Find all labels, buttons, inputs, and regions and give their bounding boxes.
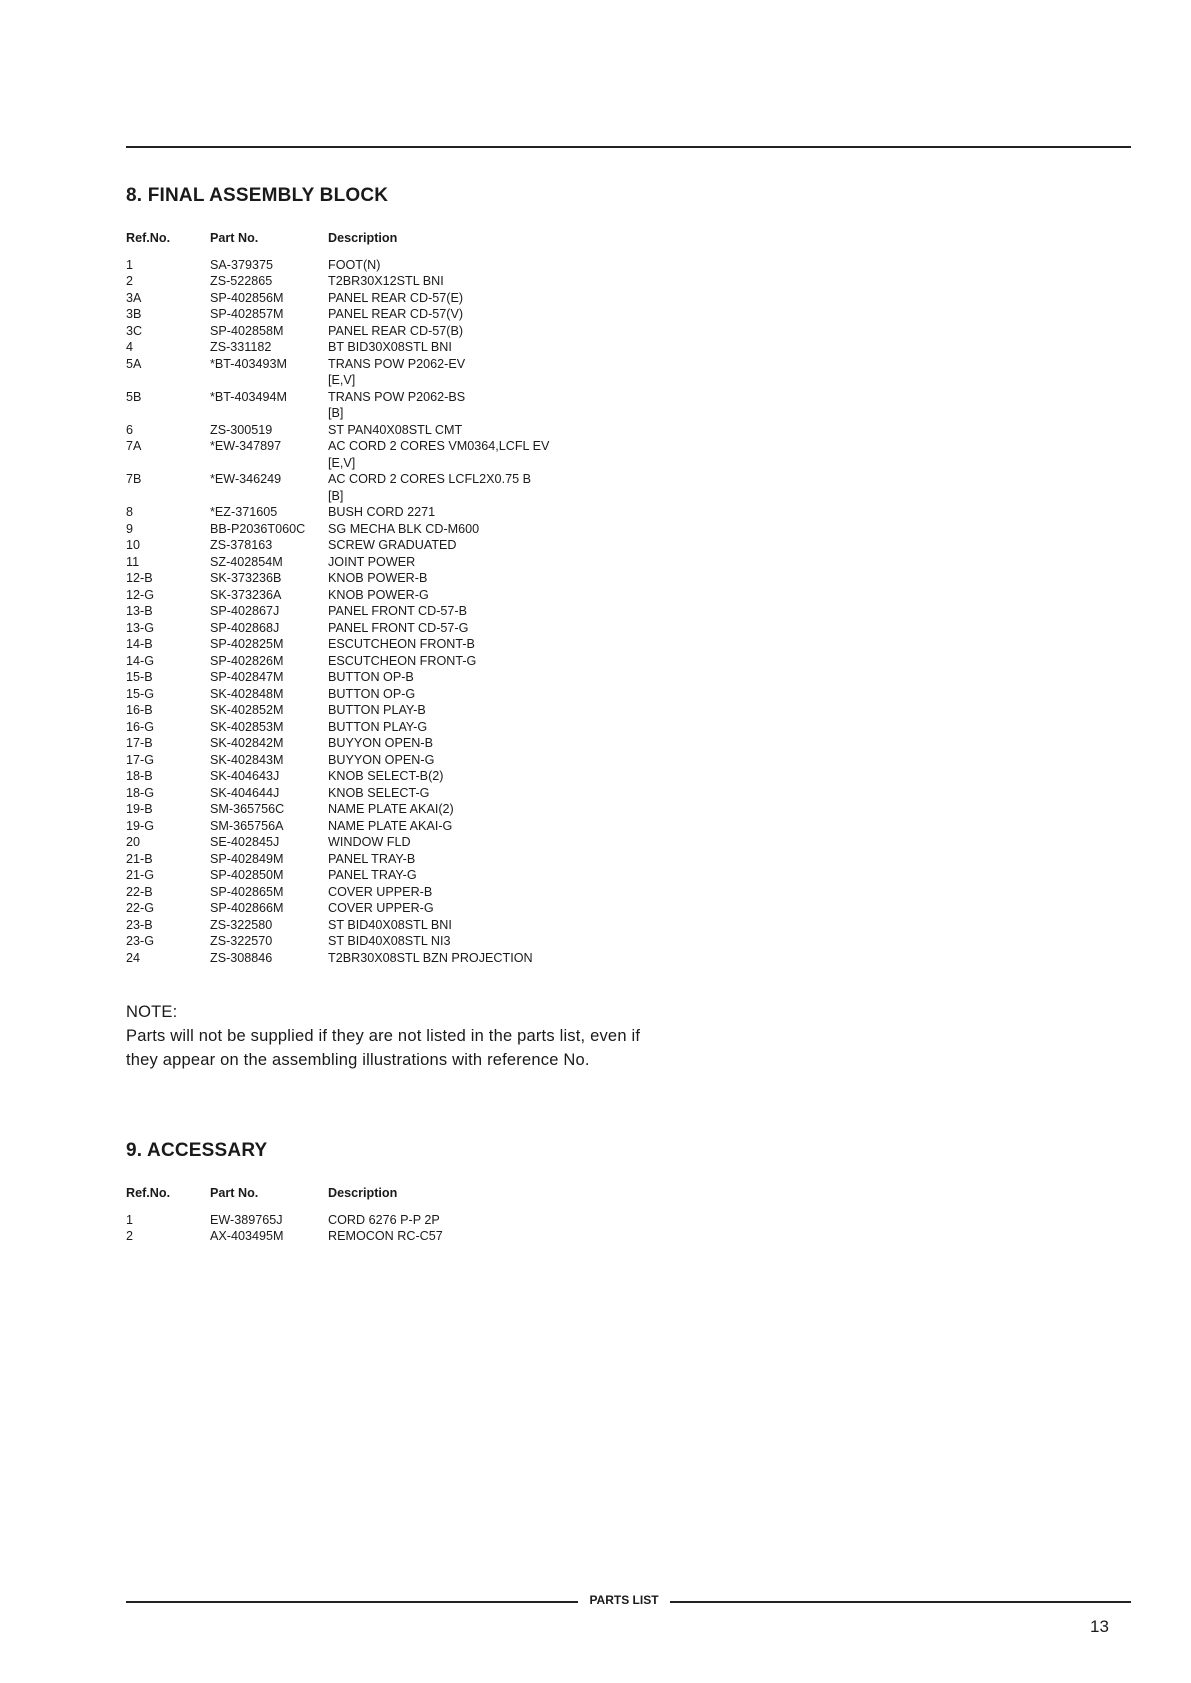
cell-part-no: AX-403495M [210, 1229, 284, 1243]
table-row [126, 405, 628, 422]
cell-ref-no: 20 [126, 835, 141, 849]
cell-ref-no: 14-B [126, 637, 153, 651]
cell-part-no [210, 455, 328, 472]
cell-description: PANEL REAR CD-57(V) [328, 307, 464, 321]
section-title-accessary: 9. ACCESSARY [126, 1140, 268, 1161]
cell-ref-no: 16-B [126, 703, 153, 717]
cell-description: BUYYON OPEN-G [328, 752, 435, 767]
cell-part-no: *EW-347897 [210, 439, 282, 453]
cell-ref-no: 3A [126, 290, 142, 305]
table-row [126, 785, 628, 802]
cell-description: PANEL TRAY-B [328, 851, 416, 866]
cell-ref-no: 4 [126, 340, 134, 354]
header-description: Description [328, 1186, 398, 1200]
note-title: NOTE: [126, 1003, 178, 1021]
cell-part-no: SK-404644J [210, 785, 280, 800]
cell-part-no [210, 372, 328, 389]
table-row [126, 537, 628, 554]
table-row [126, 273, 628, 290]
table-row [126, 257, 628, 274]
table-row [126, 323, 628, 340]
cell-part-no: SK-373236B [210, 571, 282, 585]
cell-description: BUSH CORD 2271 [328, 505, 436, 519]
cell-description: JOINT POWER [328, 554, 416, 569]
note-block [126, 1000, 646, 1072]
table-row [126, 851, 628, 868]
header-part-no: Part No. [210, 1186, 259, 1200]
cell-part-no: SP-402858M [210, 323, 284, 338]
cell-ref-no: 7B [126, 472, 142, 486]
cell-description: BUTTON PLAY-B [328, 703, 426, 717]
accessary-table [126, 1185, 628, 1245]
table-row [126, 356, 628, 373]
table-row [126, 768, 628, 785]
cell-part-no: SP-402849M [210, 851, 284, 866]
cell-ref-no: 12-G [126, 587, 154, 602]
cell-part-no: SP-402865M [210, 884, 284, 899]
cell-ref-no: 10 [126, 538, 141, 552]
cell-ref-no: 15-B [126, 670, 153, 684]
cell-part-no: SK-373236A [210, 587, 282, 602]
cell-ref-no: 2 [126, 1229, 134, 1243]
top-rule [126, 146, 1131, 148]
cell-part-no [210, 405, 328, 422]
cell-ref-no: 5A [126, 356, 142, 371]
cell-part-no: SK-402853M [210, 719, 284, 734]
table-row [126, 834, 628, 851]
cell-ref-no: 21-G [126, 868, 154, 882]
table-row [126, 570, 628, 587]
cell-ref-no: 21-B [126, 851, 153, 866]
cell-description: BUTTON OP-G [328, 686, 416, 701]
cell-description: PANEL FRONT CD-57-B [328, 604, 468, 618]
cell-part-no: SZ-402854M [210, 554, 283, 569]
cell-ref-no: 11 [126, 554, 140, 569]
table-row [126, 521, 628, 538]
table-row [126, 339, 628, 356]
cell-description: KNOB POWER-B [328, 571, 428, 585]
table-row [126, 735, 628, 752]
table-row [126, 306, 628, 323]
cell-ref-no: 15-G [126, 686, 154, 701]
table-row [126, 933, 628, 950]
table-row [126, 438, 628, 455]
table-header-row [126, 230, 628, 257]
cell-description: COVER UPPER-B [328, 884, 433, 899]
cell-description: BUYYON OPEN-B [328, 736, 433, 750]
cell-part-no [210, 488, 328, 505]
table-row [126, 900, 628, 917]
cell-part-no: SK-402843M [210, 752, 284, 767]
cell-ref-no: 22-B [126, 884, 153, 899]
cell-part-no: SP-402867J [210, 604, 280, 618]
footer-rule-left [126, 1601, 578, 1603]
cell-part-no: ZS-308846 [210, 950, 273, 965]
table-row [126, 950, 628, 967]
table-row [126, 686, 628, 703]
section-title-final-assembly: 8. FINAL ASSEMBLY BLOCK [126, 185, 389, 206]
table-row [126, 818, 628, 835]
cell-ref-no: 8 [126, 505, 134, 519]
table-row [126, 1212, 628, 1229]
cell-description: ESCUTCHEON FRONT-B [328, 637, 475, 651]
cell-description: KNOB POWER-G [328, 587, 429, 602]
table-row [126, 372, 628, 389]
cell-description: TRANS POW P2062-BS [328, 389, 466, 404]
cell-description: PANEL REAR CD-57(E) [328, 290, 464, 305]
cell-description: BUTTON PLAY-G [328, 719, 428, 734]
cell-part-no: *EZ-371605 [210, 505, 278, 519]
cell-description: AC CORD 2 CORES VM0364,LCFL EV [328, 439, 550, 453]
cell-ref-no: 13-B [126, 604, 153, 618]
cell-description: REMOCON RC-C57 [328, 1229, 443, 1243]
table-header-row [126, 1185, 628, 1212]
footer-label: PARTS LIST [589, 1593, 659, 1607]
cell-part-no: SA-379375 [210, 257, 274, 272]
cell-part-no: SP-402868J [210, 620, 280, 635]
header-description: Description [328, 231, 398, 245]
cell-description: [B] [328, 406, 344, 420]
cell-description: COVER UPPER-G [328, 901, 434, 915]
table-row [126, 867, 628, 884]
cell-ref-no: 18-B [126, 769, 153, 783]
cell-part-no: SM-365756A [210, 818, 284, 833]
cell-description: NAME PLATE AKAI-G [328, 818, 453, 833]
cell-ref-no: 3B [126, 307, 142, 321]
cell-description: BT BID30X08STL BNI [328, 340, 452, 354]
cell-ref-no: 1 [126, 257, 134, 272]
table-row [126, 653, 628, 670]
cell-description: PANEL TRAY-G [328, 868, 417, 882]
table-row [126, 455, 628, 472]
table-row [126, 917, 628, 934]
cell-ref-no: 17-G [126, 752, 154, 767]
accessary-rows [126, 1212, 628, 1245]
cell-part-no: SK-404643J [210, 769, 280, 783]
header-ref-no: Ref.No. [126, 1186, 171, 1200]
cell-part-no: SE-402845J [210, 835, 280, 849]
cell-ref-no: 14-G [126, 653, 154, 668]
cell-part-no: SP-402850M [210, 868, 284, 882]
cell-part-no: *BT-403494M [210, 389, 288, 404]
cell-part-no: SK-402842M [210, 736, 284, 750]
table-row [126, 1228, 628, 1245]
cell-description: ST BID40X08STL BNI [328, 917, 452, 932]
cell-description: [E,V] [328, 373, 356, 387]
cell-part-no: SP-402825M [210, 637, 284, 651]
cell-description: ESCUTCHEON FRONT-G [328, 653, 477, 668]
final-assembly-rows [126, 257, 628, 967]
cell-part-no: ZS-300519 [210, 422, 273, 437]
cell-part-no: ZS-522865 [210, 274, 273, 288]
table-row [126, 801, 628, 818]
cell-description: BUTTON OP-B [328, 670, 414, 684]
cell-description: KNOB SELECT-G [328, 785, 430, 800]
cell-description: TRANS POW P2062-EV [328, 356, 466, 371]
table-row [126, 471, 628, 488]
cell-description: KNOB SELECT-B(2) [328, 769, 444, 783]
cell-ref-no: 12-B [126, 571, 153, 585]
table-row [126, 389, 628, 406]
table-row [126, 603, 628, 620]
cell-description: ST PAN40X08STL CMT [328, 422, 463, 437]
page-number: 13 [1090, 1617, 1109, 1636]
cell-part-no: ZS-322580 [210, 917, 273, 932]
cell-description: NAME PLATE AKAI(2) [328, 802, 454, 816]
cell-description: T2BR30X08STL BZN PROJECTION [328, 950, 533, 965]
cell-part-no: ZS-378163 [210, 538, 273, 552]
table-row [126, 504, 628, 521]
cell-ref-no: 1 [126, 1212, 134, 1227]
cell-part-no: EW-389765J [210, 1212, 283, 1227]
cell-ref-no: 7A [126, 439, 142, 453]
cell-description: PANEL FRONT CD-57-G [328, 620, 469, 635]
cell-part-no: SP-402826M [210, 653, 284, 668]
table-row [126, 702, 628, 719]
cell-description: [B] [328, 488, 344, 503]
cell-ref-no: 17-B [126, 736, 153, 750]
cell-part-no: SK-402852M [210, 703, 284, 717]
table-row [126, 422, 628, 439]
cell-part-no: SP-402856M [210, 290, 284, 305]
cell-ref-no: 18-G [126, 785, 154, 800]
cell-part-no: SM-365756C [210, 802, 285, 816]
cell-ref-no: 24 [126, 950, 141, 965]
table-row [126, 554, 628, 571]
cell-part-no: SP-402847M [210, 670, 284, 684]
cell-description: SCREW GRADUATED [328, 538, 457, 552]
table-row [126, 290, 628, 307]
cell-part-no: ZS-331182 [210, 340, 272, 354]
cell-ref-no [126, 455, 210, 472]
cell-description: WINDOW FLD [328, 835, 411, 849]
cell-part-no: BB-P2036T060C [210, 521, 306, 536]
cell-description: FOOT(N) [328, 257, 381, 272]
cell-ref-no [126, 405, 210, 422]
cell-ref-no: 13-G [126, 620, 154, 635]
table-row [126, 636, 628, 653]
final-assembly-table [126, 230, 628, 966]
table-row [126, 587, 628, 604]
cell-ref-no: 23-G [126, 934, 154, 948]
cell-ref-no: 5B [126, 389, 142, 404]
cell-ref-no: 16-G [126, 719, 154, 734]
cell-part-no: SP-402857M [210, 307, 284, 321]
cell-description: ST BID40X08STL NI3 [328, 934, 451, 948]
cell-description: PANEL REAR CD-57(B) [328, 323, 464, 338]
cell-description: SG MECHA BLK CD-M600 [328, 521, 480, 536]
cell-part-no: SK-402848M [210, 686, 284, 701]
cell-description: AC CORD 2 CORES LCFL2X0.75 B [328, 472, 531, 486]
note-text: Parts will not be supplied if they are not listed in the parts list, even if they appear on the assembling illustrations with reference No. [126, 1027, 641, 1069]
footer-rule-right [670, 1601, 1131, 1603]
header-ref-no: Ref.No. [126, 231, 171, 245]
cell-ref-no: 22-G [126, 901, 154, 915]
cell-ref-no: 6 [126, 422, 134, 437]
cell-ref-no: 19-G [126, 818, 154, 833]
cell-description: CORD 6276 P-P 2P [328, 1212, 440, 1227]
table-row [126, 488, 628, 505]
table-row [126, 719, 628, 736]
table-row [126, 884, 628, 901]
cell-part-no: SP-402866M [210, 901, 284, 915]
cell-part-no: ZS-322570 [210, 934, 273, 948]
cell-description: [E,V] [328, 455, 356, 470]
cell-part-no: *EW-346249 [210, 472, 282, 486]
cell-ref-no: 23-B [126, 917, 153, 932]
cell-ref-no [126, 372, 210, 389]
cell-description: T2BR30X12STL BNI [328, 274, 444, 288]
table-row [126, 669, 628, 686]
cell-ref-no: 19-B [126, 802, 153, 816]
table-row [126, 620, 628, 637]
table-row [126, 752, 628, 769]
cell-part-no: *BT-403493M [210, 356, 288, 371]
cell-ref-no: 9 [126, 521, 134, 536]
cell-ref-no: 2 [126, 274, 134, 288]
header-part-no: Part No. [210, 231, 259, 245]
cell-ref-no [126, 488, 210, 505]
cell-ref-no: 3C [126, 323, 143, 338]
